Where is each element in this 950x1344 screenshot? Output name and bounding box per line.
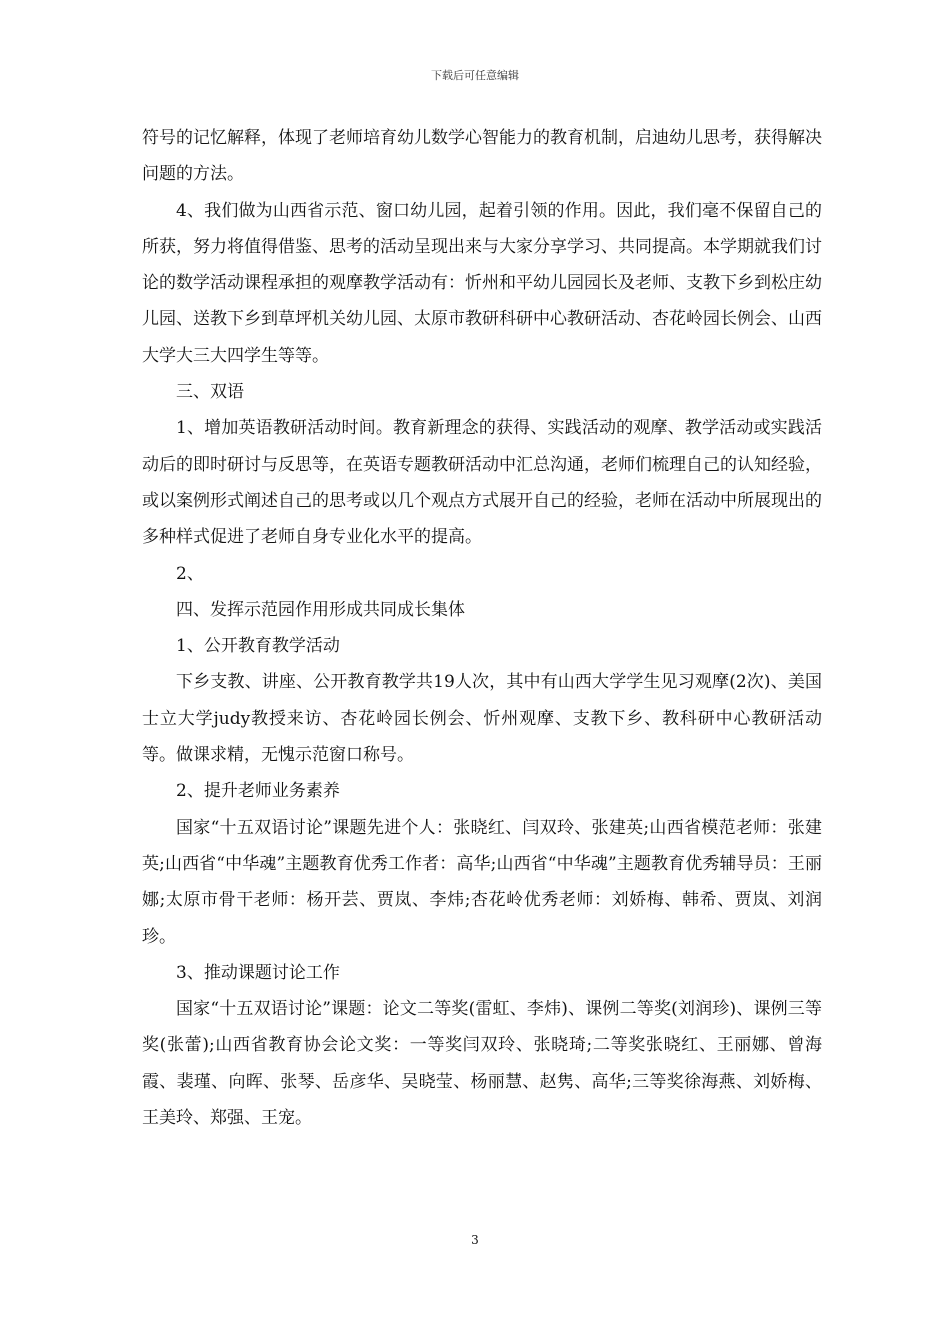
paragraph-1: 符号的记忆解释，体现了老师培育幼儿数学心智能力的教育机制，启迪幼儿思考，获得解决问题的方法。 [142, 128, 822, 185]
paragraph-5: 2、 [176, 563, 204, 584]
page-number: 3 [471, 1233, 479, 1247]
section-heading-demonstration: 四、发挥示范园作用形成共同成长集体 [176, 599, 465, 620]
subheading-teacher-quality: 2、提升老师业务素养 [176, 781, 340, 802]
paragraph-4: 1、增加英语教研活动时间。教育新理念的获得、实践活动的观摩、教学活动或实践活动后的即时研讨与反思等，在英语专题教研活动中汇总沟通，老师们梳理自己的认知经验，或以案例形式阐述自己的思考或以几个观点方式展开自己的经验，老师在活动中所展现出的多种样式促进了老师自身专业化水平的提高。 [142, 418, 822, 548]
paragraph-10: 国家“十五双语讨论”课题先进个人：张晓红、闫双玲、张建英;山西省模范老师：张建英;山西省“中华魂”主题教育优秀工作者：高华;山西省“中华魂”主题教育优秀辅导员：王丽娜;太原市骨干老师：杨开芸、贾岚、李炜;杏花岭优秀老师：刘娇梅、韩希、贾岚、刘润珍。 [142, 817, 822, 947]
paragraph-8: 下乡支教、讲座、公开教育教学共19人次，其中有山西大学学生见习观摩(2次)、美国士立大学judy教授来访、杏花岭园长例会、忻州观摩、支教下乡、教科研中心教研活动等。做课求精，无愧示范窗口称号。 [142, 672, 822, 766]
paragraph-2: 4、我们做为山西省示范、窗口幼儿园，起着引领的作用。因此，我们毫不保留自己的所获，努力将值得借鉴、思考的活动呈现出来与大家分享学习、共同提高。本学期就我们讨论的数学活动课程承担的观摩教学活动有：忻州和平幼儿园园长及老师、支教下乡到松庄幼儿园、送教下乡到草坪机关幼儿园、太原市教研科研中心教研活动、杏花岭园长例会、山西大学大三大四学生等等。 [142, 200, 822, 366]
subheading-research: 3、推动课题讨论工作 [176, 962, 340, 983]
subheading-public-activities: 1、公开教育教学活动 [176, 636, 340, 657]
document-body [142, 120, 822, 1136]
page-header: 下载后可任意编辑 [431, 69, 519, 82]
paragraph-12: 国家“十五双语讨论”课题：论文二等奖(雷虹、李炜)、课例二等奖(刘润珍)、课例三等奖(张蕾);山西省教育协会论文奖：一等奖闫双玲、张晓琦;二等奖张晓红、王丽娜、曾海霞、裴瑾、向晖、张琴、岳彦华、吴晓莹、杨丽慧、赵隽、高华;三等奖徐海燕、刘娇梅、王美玲、郑强、王宠。 [142, 999, 822, 1129]
section-heading-bilingual: 三、双语 [176, 382, 244, 403]
